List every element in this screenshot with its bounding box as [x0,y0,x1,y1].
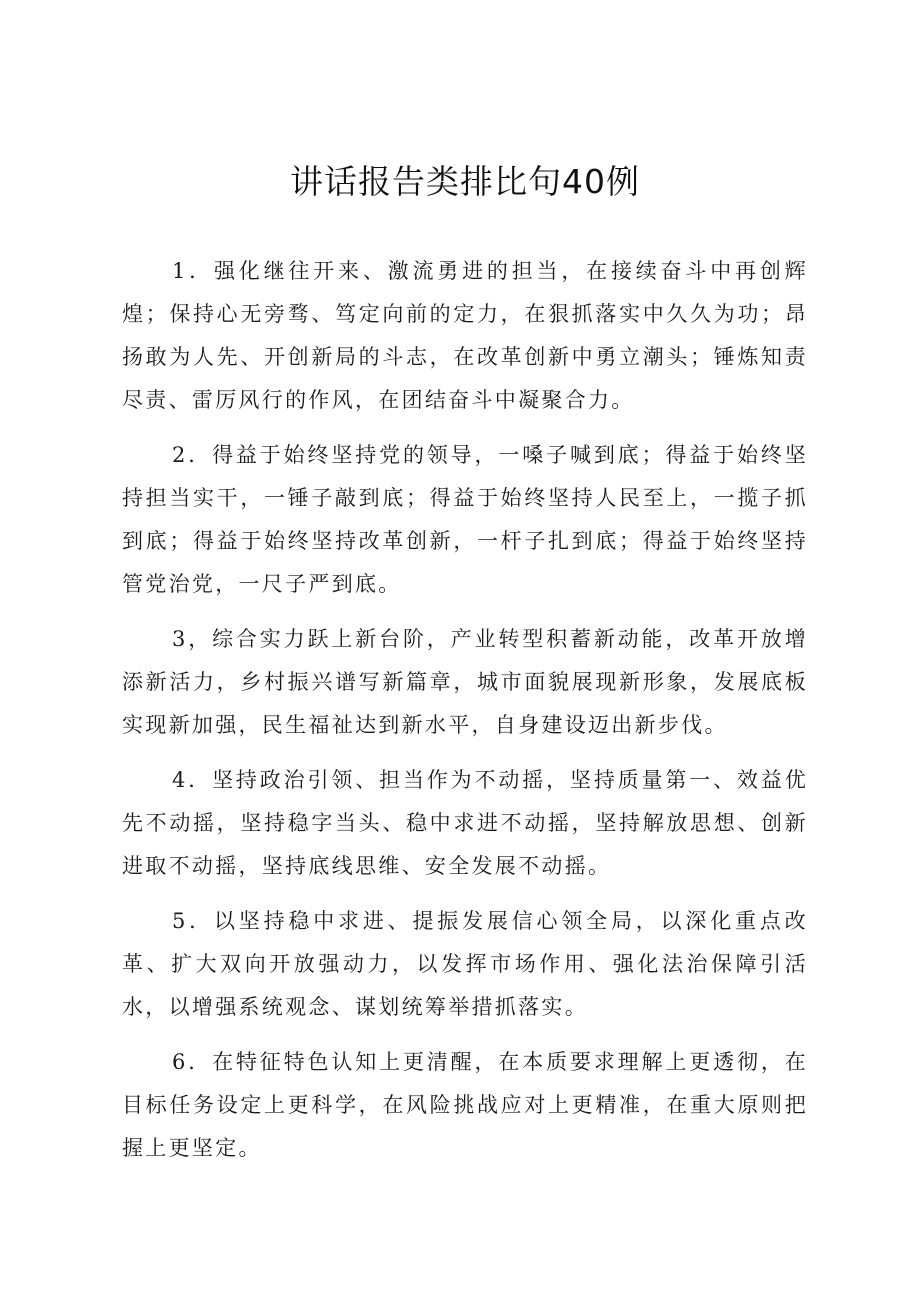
document-title: 讲话报告类排比句40例 [290,162,640,201]
list-item-3: 3，综合实力跃上新台阶，产业转型积蓄新动能，改革开放增添新活力，乡村振兴谱写新篇章，城市面貌展现新形象，发展底板实现新加强，民生福祉达到新水平，自身建设迈出新步伐。 [122,627,808,737]
list-item-1: 1．强化继往开来、激流勇进的担当，在接续奋斗中再创辉煌；保持心无旁骛、笃定向前的定力，在狠抓落实中久久为功；昂扬敢为人先、开创新局的斗志，在改革创新中勇立潮头；锤炼知责尽责、雷厉风行的作风，在团结奋斗中凝聚合力。 [122,259,808,412]
list-item-2: 2．得益于始终坚持党的领导，一嗓子喊到底；得益于始终坚持担当实干，一锤子敲到底；得益于始终坚持人民至上，一揽子抓到底；得益于始终坚持改革创新，一杆子扎到底；得益于始终坚持管党治党，一尺子严到底。 [122,443,808,596]
list-item-4: 4．坚持政治引领、担当作为不动摇，坚持质量第一、效益优先不动摇，坚持稳字当头、稳中求进不动摇，坚持解放思想、创新进取不动摇，坚持底线思维、安全发展不动摇。 [122,768,808,878]
list-item-6: 6．在特征特色认知上更清醒，在本质要求理解上更透彻，在目标任务设定上更科学，在风险挑战应对上更精准，在重大原则把握上更坚定。 [122,1050,808,1160]
list-item-5: 5．以坚持稳中求进、提振发展信心领全局，以深化重点改革、扩大双向开放强动力，以发挥市场作用、强化法治保障引活水，以增强系统观念、谋划统筹举措抓落实。 [122,909,808,1019]
item-list [122,250,808,1170]
